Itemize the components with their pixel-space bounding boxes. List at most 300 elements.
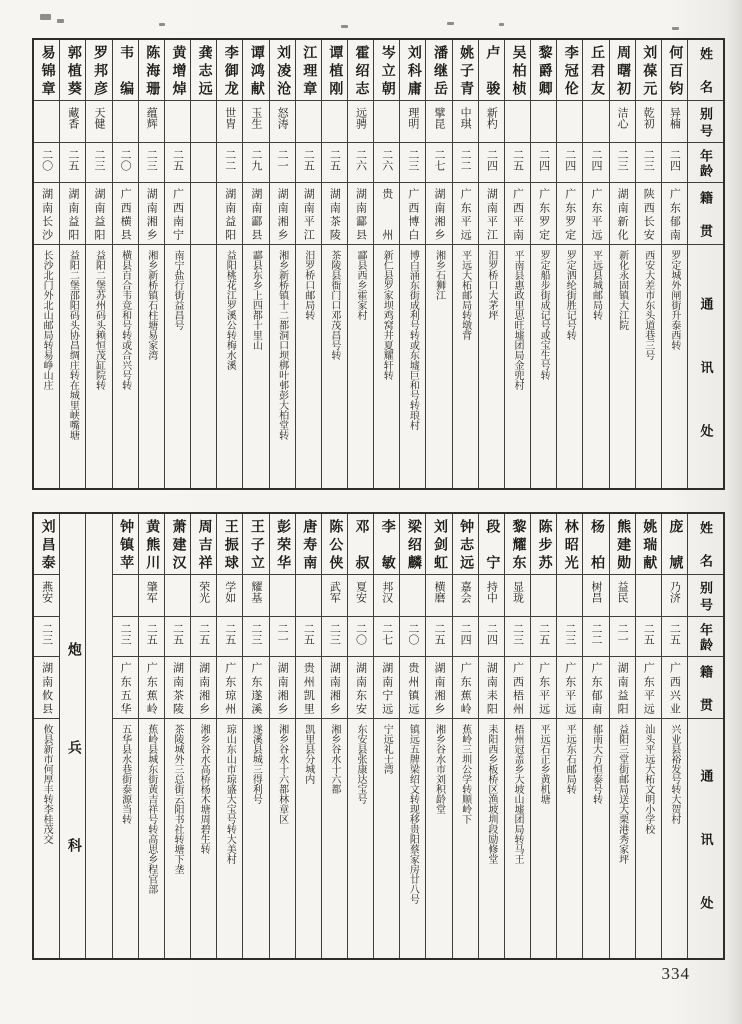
native-place-cell: 贵州镇远 [400,656,425,718]
native-place-cell: 湖南茶陵 [165,656,190,718]
name-cell: 黎爵卿 [536,45,552,95]
alias-cell [400,574,425,616]
alias-cell: 燕安 [34,574,59,616]
age-cell: 二三 [610,142,635,182]
alias-cell: 乃济 [662,574,687,616]
alias-cell [374,100,399,142]
name-cell: 周吉祥 [196,519,212,569]
person-column [295,40,321,488]
alias-cell: 夏安 [348,574,373,616]
person-column [321,514,347,958]
alias-cell [296,574,321,616]
page-number: 334 [661,964,690,983]
alias-cell: 耀基 [243,574,268,616]
address-cell: 茶陵县衙门口邓茂昌号转 [322,244,347,488]
scan-artifact [159,23,165,26]
age-cell: 二五 [531,616,556,656]
alias-cell: 远骋 [348,100,373,142]
person-column [661,514,687,958]
native-place-cell: 广东琼州 [217,656,242,718]
age-cell: 二四 [557,142,582,182]
age-cell: 二三 [139,142,164,182]
native-place-cell: 湖南湘乡 [322,656,347,718]
native-place-cell: 贵州 [374,182,399,244]
name-cell: 杨柏 [588,519,604,569]
age-cell: 二六 [374,142,399,182]
address-cell: 湘乡新桥镇石柱塘易家湾 [139,244,164,488]
age-cell: 二三 [34,616,59,656]
person-column [216,40,242,488]
native-place-cell: 湖南益阳 [217,182,242,244]
scan-artifact [447,22,454,25]
address-cell: 罗定泗纶街胜记号转 [557,244,582,488]
age-cell: 二四 [662,142,687,182]
address-cell: 凯里县分城内 [296,718,321,958]
name-cell: 何百钧 [667,45,683,95]
person-column [425,514,451,958]
alias-cell [113,574,138,616]
header-address: 通讯处 [688,718,723,958]
name-cell: 姚子青 [458,45,474,95]
address-cell: 遂溪县城三得利号 [243,718,268,958]
person-column [399,40,425,488]
name-cell: 钟志远 [458,519,474,569]
roster-table-bottom [32,512,725,960]
person-column [242,514,268,958]
name-cell: 韦编 [118,45,134,95]
native-place-cell [191,182,216,244]
age-cell: 二五 [217,616,242,656]
native-place-cell: 湖南益阳 [610,656,635,718]
address-cell: 平远县城邮局转 [583,244,608,488]
native-place-cell: 湖南湘乡 [426,656,451,718]
person-column [582,514,608,958]
age-cell: 二四 [453,616,478,656]
address-cell: 汨罗桥口邮局转 [296,244,321,488]
alias-cell: 荣光 [191,574,216,616]
native-place-cell: 广西梧州 [505,656,530,718]
name-cell: 陈公侠 [327,519,343,569]
alias-cell: 显珑 [505,574,530,616]
name-cell: 黎耀东 [510,519,526,569]
age-cell: 二三 [113,616,138,656]
address-cell: 博白涌东街成利号转或东墟巨和号转琅村 [400,244,425,488]
native-place-cell: 广东遂溪 [243,656,268,718]
alias-cell: 乾初 [636,100,661,142]
age-cell: 二二 [217,142,242,182]
native-place-cell: 湖南宁远 [374,656,399,718]
age-cell: 二一 [610,616,635,656]
header-name: 姓名 [698,47,713,93]
address-cell: 湘乡石狮江 [426,244,451,488]
age-cell: 二五 [296,616,321,656]
name-cell: 王子立 [248,519,264,569]
native-place-cell: 湖南湘乡 [426,182,451,244]
native-place-cell: 湖南酃县 [243,182,268,244]
name-cell: 谭鸿献 [248,45,264,95]
address-cell: 益阳桃花江罗溪公转梅水溪 [217,244,242,488]
age-cell: 二三 [86,142,111,182]
name-cell: 陈步苏 [536,519,552,569]
age-cell: 二五 [60,142,85,182]
header-address: 通讯处 [688,244,723,488]
name-cell: 王振球 [222,519,238,569]
address-cell: 兴业县裕发号转大贺村 [662,718,687,958]
age-cell: 二四 [479,142,504,182]
person-column [452,40,478,488]
name-cell: 邓叔 [353,519,369,569]
alias-cell: 横磨 [426,574,451,616]
person-column [425,40,451,488]
age-cell: 二四 [583,142,608,182]
age-cell: 二五 [505,142,530,182]
age-cell: 二五 [662,616,687,656]
address-cell: 罗定船步街成记号或宝生号转 [531,244,556,488]
age-cell: 二五 [296,142,321,182]
name-cell: 卢骏 [484,45,500,95]
name-cell: 梁绍麟 [405,519,421,569]
name-cell: 段宁 [484,519,500,569]
age-cell: 二六 [348,142,373,182]
address-cell: 新化永固镇大江院 [610,244,635,488]
alias-cell: 新杓 [479,100,504,142]
name-cell: 刘葆元 [641,45,657,95]
address-cell: 西安大差市东头道巷三号 [636,244,661,488]
native-place-cell: 湖南东安 [348,656,373,718]
native-place-cell: 广东蕉岭 [453,656,478,718]
age-cell [191,142,216,182]
native-place-cell: 广东五华 [113,656,138,718]
name-cell: 易锦章 [39,45,55,95]
age-cell: 二三 [636,142,661,182]
native-place-cell: 湖南湘乡 [139,182,164,244]
alias-cell [531,100,556,142]
alias-cell: 洁心 [610,100,635,142]
address-cell: 益阳三堂街邮局送大栗港秀家坪 [610,718,635,958]
person-column [582,40,608,488]
age-cell: 二九 [243,142,268,182]
age-cell: 二二 [453,142,478,182]
address-cell: 罗定城外闸街升泰西转 [662,244,687,488]
name-cell: 李敏 [379,519,395,569]
person-column [112,40,138,488]
age-cell: 二三 [243,616,268,656]
name-cell: 萧建汉 [170,519,186,569]
header-column [687,514,723,958]
blank-column [85,514,111,958]
native-place-cell: 湖南平江 [296,182,321,244]
person-column [661,40,687,488]
address-cell: 长沙北门外北山邮局转易峥山庄 [34,244,59,488]
alias-cell [34,100,59,142]
native-place-cell: 广西兴业 [662,656,687,718]
name-cell: 陈海珊 [144,45,160,95]
alias-cell: 持中 [479,574,504,616]
name-cell: 潘继岳 [432,45,448,95]
address-cell: 汕头平远大柘文明小学校 [636,718,661,958]
age-cell: 二三 [400,142,425,182]
age-cell: 二五 [139,616,164,656]
native-place-cell: 广西南宁 [165,182,190,244]
person-column [478,40,504,488]
name-cell: 丘君友 [588,45,604,95]
age-cell: 二〇 [400,616,425,656]
native-place-cell: 湖南酃县 [348,182,373,244]
scan-artifact [57,19,64,23]
header-native: 籍贯 [688,656,723,718]
person-column [530,514,556,958]
person-column [373,40,399,488]
address-cell: 琼山东山市琼盛大宝号转大美村 [217,718,242,958]
age-cell: 二四 [479,616,504,656]
name-cell: 江理章 [301,45,317,95]
address-cell: 平远东石邮局转 [557,718,582,958]
native-place-cell: 湖南湘乡 [270,656,295,718]
alias-cell [557,100,582,142]
address-cell: 宁远礼士湾 [374,718,399,958]
person-column [269,40,295,488]
name-cell: 刘昌泰 [39,519,55,569]
native-place-cell: 湖南新化 [610,182,635,244]
native-place-cell: 湖南平江 [479,182,504,244]
native-place-cell: 陕西长安 [636,182,661,244]
name-cell: 李冠伦 [562,45,578,95]
person-column [399,514,425,958]
person-column [452,514,478,958]
alias-cell: 树昌 [583,574,608,616]
name-cell: 郭植葵 [65,45,81,95]
alias-cell: 益民 [610,574,635,616]
person-column [138,514,164,958]
address-cell: 横县百合韦竞和号转或合兴号转 [113,244,138,488]
address-cell: 新仁县罗家坝鸡窝井夏耀轩转 [374,244,399,488]
alias-cell: 蕴辉 [139,100,164,142]
alias-cell [191,100,216,142]
person-column [530,40,556,488]
native-place-cell: 湖南益阳 [86,182,111,244]
age-cell: 二五 [426,616,451,656]
person-column [164,514,190,958]
native-place-cell: 广东平远 [531,656,556,718]
address-cell [191,244,216,488]
person-column [138,40,164,488]
age-cell: 二三 [505,616,530,656]
native-place-cell: 湖南湘乡 [270,182,295,244]
address-cell: 平远大柘邮局转墩背 [453,244,478,488]
person-column [504,40,530,488]
person-column [635,514,661,958]
person-column [556,514,582,958]
address-cell: 酃县东乡上四都十里山 [243,244,268,488]
native-place-cell: 广东平远 [636,656,661,718]
address-cell: 益阳二堡苏州码头赖恒茂缸院转 [86,244,111,488]
alias-cell: 藏香 [60,100,85,142]
person-column [556,40,582,488]
native-place-cell: 广东平远 [557,656,582,718]
alias-cell: 世胄 [217,100,242,142]
name-cell: 姚瑞献 [641,519,657,569]
native-place-cell: 广东罗定 [557,182,582,244]
person-column [269,514,295,958]
scan-artifact [341,25,348,28]
name-cell: 李御龙 [222,45,238,95]
alias-cell: 玉生 [243,100,268,142]
alias-cell [113,100,138,142]
person-column [112,514,138,958]
age-cell: 二七 [374,616,399,656]
age-cell: 二〇 [34,142,59,182]
alias-cell [296,100,321,142]
age-cell: 二五 [322,142,347,182]
alias-cell: 学如 [217,574,242,616]
person-column [321,40,347,488]
age-cell: 二五 [165,616,190,656]
native-place-cell: 广西平南 [505,182,530,244]
section-label: 炮兵科 [65,642,81,852]
address-cell: 蕉岭县城东街黄吉祥号转高思乡程官部 [139,718,164,958]
name-cell: 罗邦彦 [91,45,107,95]
alias-cell: 天健 [86,100,111,142]
age-cell: 二五 [191,616,216,656]
alias-cell: 擘昆 [426,100,451,142]
native-place-cell: 广西横县 [113,182,138,244]
person-column [609,40,635,488]
person-column [635,40,661,488]
alias-cell: 中琪 [453,100,478,142]
header-age: 年龄 [688,616,723,656]
name-cell: 刘科庸 [405,45,421,95]
age-cell: 二一 [270,142,295,182]
header-age: 年龄 [688,142,723,182]
address-cell: 益阳二堡邵阳码头协昌绸庄转在城里峡嘴塘 [60,244,85,488]
alias-cell [165,100,190,142]
age-cell: 二五 [165,142,190,182]
native-place-cell: 湖南攸县 [34,656,59,718]
address-cell: 湘乡谷水高桥杨木塘周碧生转 [191,718,216,958]
person-column [478,514,504,958]
age-cell: 二〇 [348,616,373,656]
address-cell: 攸县新市何厚丰转李桂茂交 [34,718,59,958]
name-cell: 龚志远 [196,45,212,95]
age-cell: 二五 [636,616,661,656]
header-native: 籍贯 [688,182,723,244]
alias-cell [505,100,530,142]
address-cell: 湘乡新桥镇十二都洞口坝梆叶邨彭大柏堂转 [270,244,295,488]
alias-cell [165,574,190,616]
address-cell: 平南县惠政里思旺墟团局金兜村 [505,244,530,488]
native-place-cell: 湖南茶陵 [322,182,347,244]
name-cell: 钟镇苹 [118,519,134,569]
person-column [373,514,399,958]
name-cell: 刘凌沧 [275,45,291,95]
alias-cell [636,574,661,616]
address-cell: 茶陵城外三总街云阳书社转塘下垄 [165,718,190,958]
name-cell: 周曙初 [615,45,631,95]
native-place-cell: 广东平远 [453,182,478,244]
address-cell: 南宁盐行街益昌号 [165,244,190,488]
alias-cell: 武军 [322,574,347,616]
address-cell: 五华县水巷街泰源当转 [113,718,138,958]
person-column [85,40,111,488]
native-place-cell: 广东蕉岭 [139,656,164,718]
person-column [190,514,216,958]
name-cell: 唐寿南 [301,519,317,569]
header-name: 姓名 [698,521,713,567]
name-cell: 熊建勋 [615,519,631,569]
person-column [59,40,85,488]
alias-cell [270,574,295,616]
person-column [164,40,190,488]
native-place-cell: 广西博白 [400,182,425,244]
age-cell: 二三 [322,616,347,656]
address-cell: 梧州冠盖乡大坡山墟团局转马王 [505,718,530,958]
person-column [242,40,268,488]
name-cell: 黄熊川 [144,519,160,569]
native-place-cell: 湖南长沙 [34,182,59,244]
age-cell: 二二 [583,616,608,656]
alias-cell: 理明 [400,100,425,142]
address-cell: 东安县张康达宝号 [348,718,373,958]
name-cell: 吴柏桢 [510,45,526,95]
address-cell: 汨罗桥口大茅坪 [479,244,504,488]
name-cell: 彭荣华 [275,519,291,569]
person-column [295,514,321,958]
name-cell: 林昭光 [562,519,578,569]
native-place-cell: 广东郁南 [662,182,687,244]
address-cell: 平远石正乡黄机塘 [531,718,556,958]
header-alias: 别号 [688,100,723,142]
age-cell: 二七 [426,142,451,182]
alias-cell: 怒涛 [270,100,295,142]
alias-cell [557,574,582,616]
name-cell: 庞虓 [667,519,683,569]
native-place-cell: 广东郁南 [583,656,608,718]
address-cell: 湘乡谷水市刘积龄堂 [426,718,451,958]
address-cell: 郁南大方恒泰号转 [583,718,608,958]
address-cell: 镇远五牌梁绍文转现移贵阳蔡家房廿八号 [400,718,425,958]
person-column [347,40,373,488]
native-place-cell: 广东罗定 [531,182,556,244]
native-place-cell: 广东平远 [583,182,608,244]
age-cell: 二三 [557,616,582,656]
person-column [34,514,59,958]
person-column [34,40,59,488]
scan-artifact [499,23,504,26]
alias-cell [531,574,556,616]
name-cell: 刘剑虹 [432,519,448,569]
alias-cell [322,100,347,142]
person-column [190,40,216,488]
age-cell: 二四 [531,142,556,182]
scan-artifact [672,27,679,30]
name-cell: 黄增焯 [170,45,186,95]
person-column [504,514,530,958]
header-column [687,40,723,488]
address-cell: 酃县西乡霍家村 [348,244,373,488]
person-column [609,514,635,958]
name-cell: 谭植刚 [327,45,343,95]
address-cell: 蕉岭三圳公学转顺岭下 [453,718,478,958]
age-cell: 二一 [270,616,295,656]
section-label-column [59,514,85,958]
address-cell: 耒阳西乡板桥区渔坡圳段励修堂 [479,718,504,958]
alias-cell [583,100,608,142]
alias-cell: 肇军 [139,574,164,616]
native-place-cell: 湖南湘乡 [191,656,216,718]
roster-table-top [32,38,725,490]
address-cell: 湘乡谷水十六都 [322,718,347,958]
person-column [347,514,373,958]
